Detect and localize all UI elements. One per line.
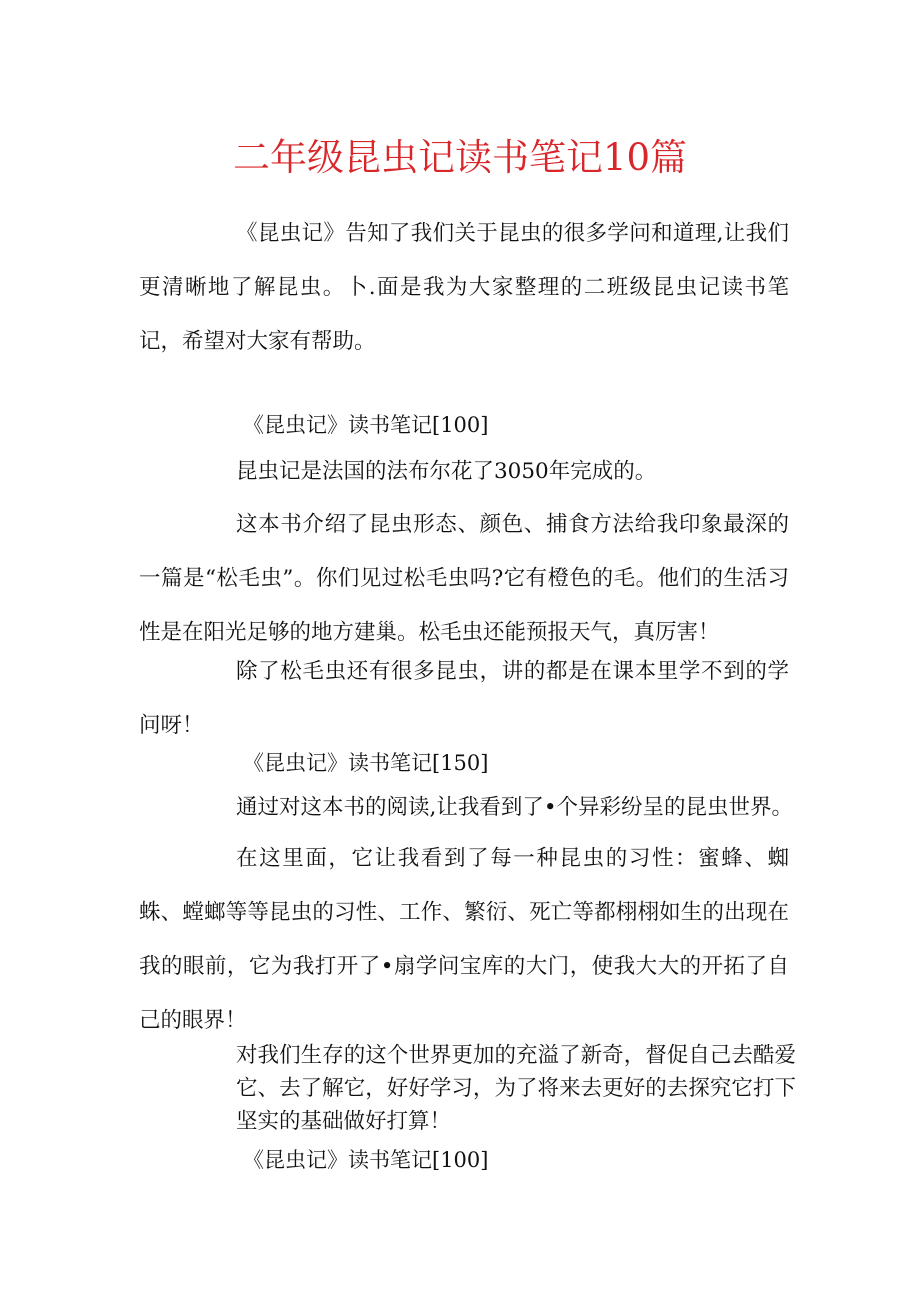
section-1-paragraph-3: 除了松毛虫还有很多昆虫，讲的都是在课本里学不到的学问呀！ <box>139 659 789 738</box>
section-heading-3: 《昆虫记》读书笔记[100] <box>243 1148 489 1172</box>
section-2-paragraph-1: 通过对这本书的阅读,让我看到了•个异彩纷呈的昆虫世界。 <box>236 795 794 820</box>
section-2-paragraph-2: 在这里面，它让我看到了每一种昆虫的习性：蜜蜂、蜘蛛、螳螂等等昆虫的习性、工作、繁衍、死亡等都栩栩如生的出现在我的眼前，它为我打开了•扇学问宝库的大门，使我大大的开拓了自己的眼界！ <box>139 846 789 1033</box>
section-heading-2: 《昆虫记》读书笔记[150] <box>243 751 489 775</box>
section-1-paragraph-2: 这本书介绍了昆虫形态、颜色、捕食方法给我印象最深的一篇是“松毛虫”。你们见过松毛虫吗?它有橙色的毛。他们的生活习性是在阳光足够的地方建巢。松毛虫还能预报天气，真厉害！ <box>139 512 789 645</box>
section-2-paragraph-3: 对我们生存的这个世界更加的充溢了新奇，督促自己去酷爱它、去了解它，好好学习，为了将来去更好的去探究它打下坚实的基础做好打算！ <box>236 1043 796 1134</box>
intro-paragraph: 《昆虫记》告知了我们关于昆虫的很多学问和道理,让我们更清晰地了解昆虫。卜.面是我为大家整理的二班级昆虫记读书笔记，希望对大家有帮助。 <box>139 221 789 354</box>
document-title: 二年级昆虫记读书笔记10篇 <box>232 136 688 179</box>
section-heading-1: 《昆虫记》读书笔记[100] <box>243 413 489 437</box>
section-1-paragraph-1: 昆虫记是法国的法布尔花了3050年完成的。 <box>236 459 657 484</box>
